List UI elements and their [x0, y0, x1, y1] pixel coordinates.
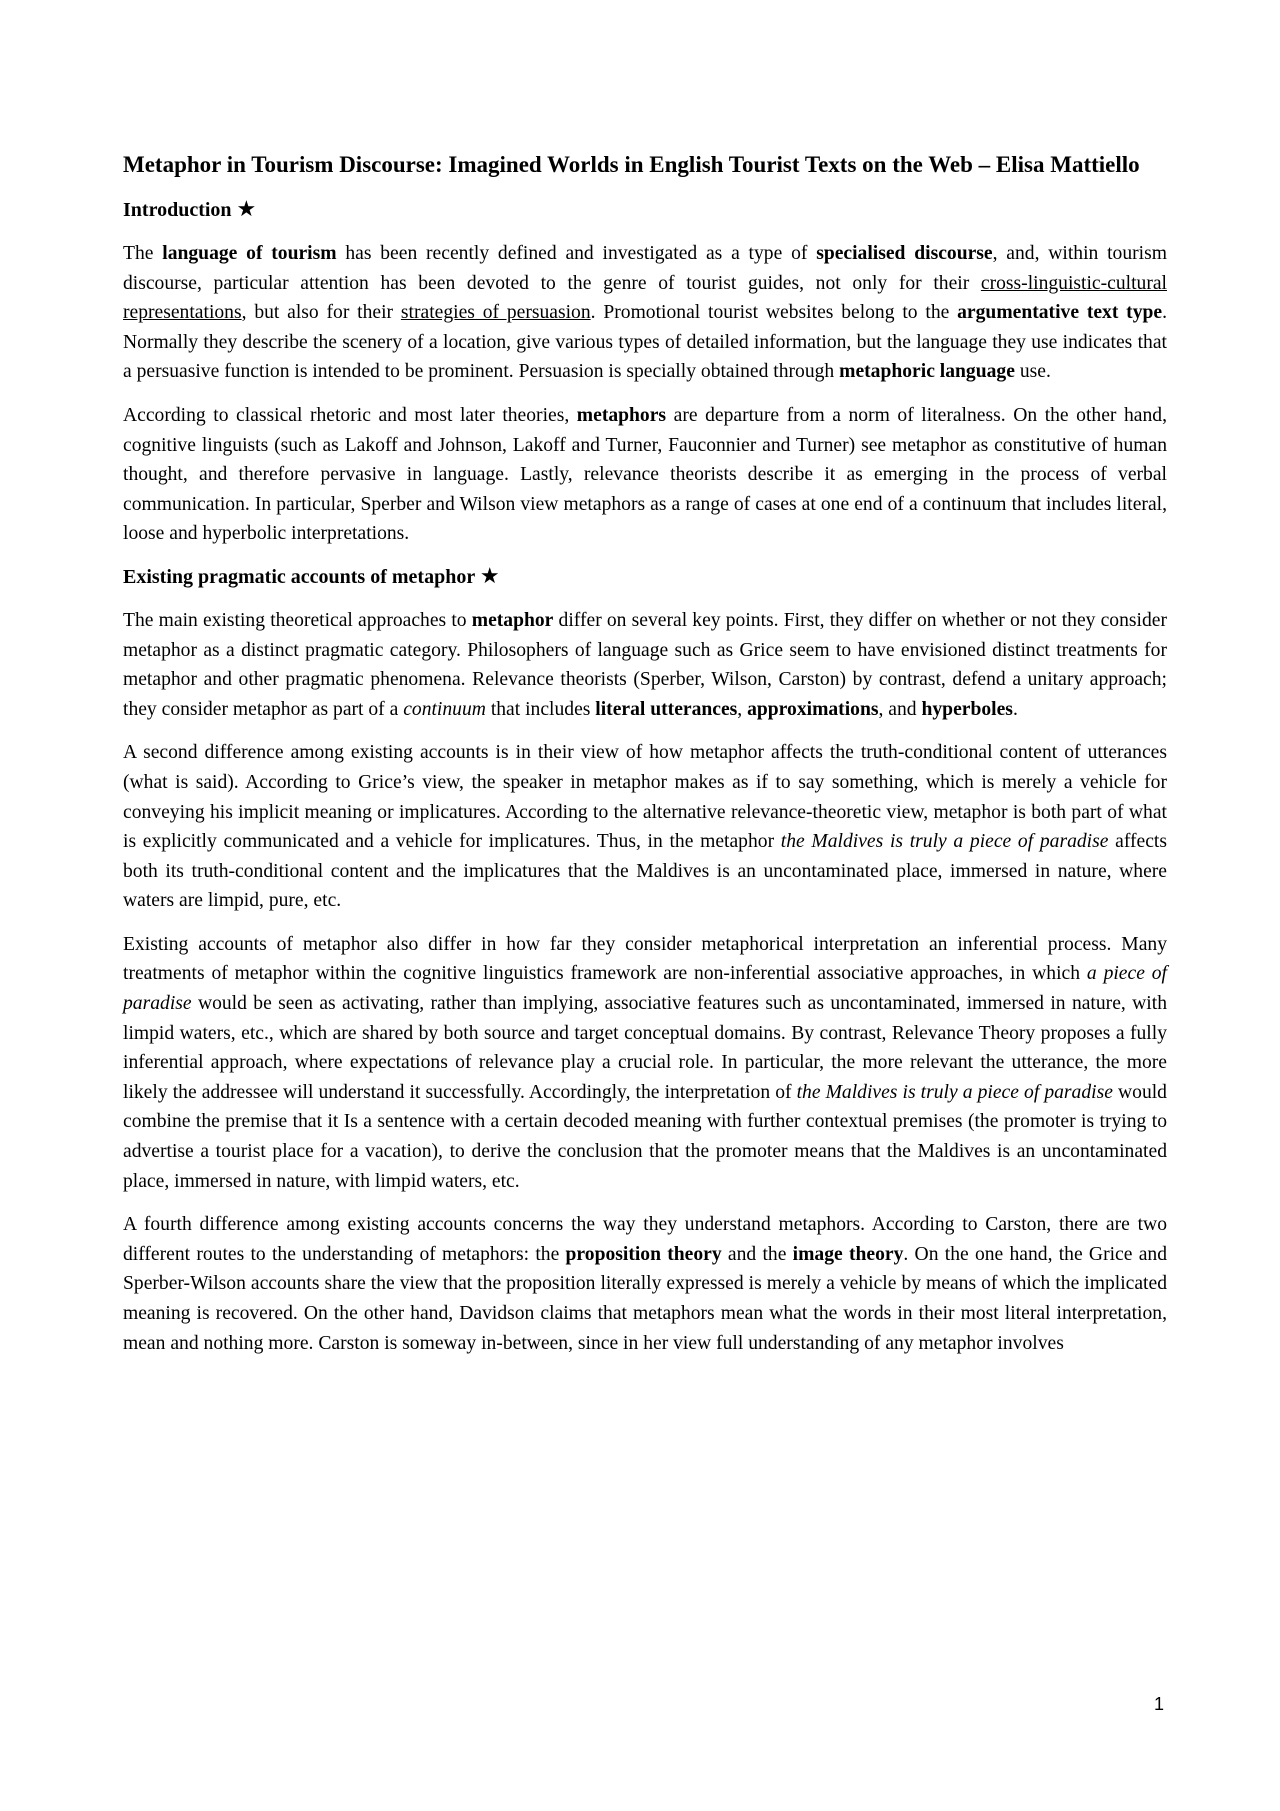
text-run: Existing accounts of metaphor also differ in how far they consider metaphorical interpretation an inferential process. Many treatments of metaphor within the cognitive linguistics framework are non-inferential associative approaches, in which: [123, 933, 1167, 985]
bold-term: specialised discourse: [816, 243, 993, 264]
document-title: Metaphor in Tourism Discourse: Imagined Worlds in English Tourist Texts on the Web – Elisa Mattiello: [123, 152, 1140, 177]
bold-term: proposition theory: [565, 1243, 722, 1265]
underlined-phrase: strategies of persuasion: [400, 302, 591, 324]
text-run: are departure from a norm of literalness. On the other hand, cognitive linguists (such as Lakoff and Johnson, Lakoff and Turner, Fauconnier and Turner) see metaphor as constitutive of human thought, and therefore pervasive in language. Lastly, relevance theorists describe it as emerging in the process of verbal communication. In particular, Sperber and Wilson view metaphors as a range of cases at one end of a continuum that includes literal, loose and hyperbolic interpretations.: [123, 404, 1167, 545]
text-run: use.: [1014, 361, 1051, 383]
text-run: A fourth difference among existing accounts concerns the way they understand metaphors. According to Carston, there are two different routes to the understanding of metaphors: the: [123, 1214, 1167, 1265]
text-run: , but also for their: [241, 302, 401, 324]
text-run: ,: [737, 698, 748, 720]
page-number: 1: [1153, 1694, 1164, 1714]
star-icon: ★: [236, 196, 257, 221]
bold-term: argumentative text type: [957, 302, 1163, 324]
text-run: The main existing theoretical approaches to: [123, 609, 472, 631]
italic-phrase: a piece of paradise: [123, 963, 1168, 1015]
text-run: . Promotional tourist websites belong to the: [590, 302, 958, 324]
text-run: . Normally they describe the scenery of a location, give various types of detailed information, but the language they use indicates that a persuasive function is intended to be prominent. Persuasion is specially obtained through: [123, 302, 1167, 383]
underlined-phrase: cross-linguistic-cultural representations: [123, 272, 1167, 324]
document-body: [123, 150, 1167, 1372]
text-run: A second difference among existing accounts is in their view of how metaphor affects the truth-conditional content of utterances (what is said). According to Grice’s view, the speaker in metaphor makes as if to say something, which is merely a vehicle for conveying his implicit meaning or implicatures. According to the alternative relevance-theoretic view, metaphor is both part of what is explicitly communicated and a vehicle for implicatures. Thus, in the metaphor: [123, 742, 1167, 853]
text-run: , and, within tourism discourse, particular attention has been devoted to the genre of tourist guides, not only for their: [123, 243, 1167, 294]
section-heading-text: Introduction: [123, 199, 232, 221]
body-paragraph: [123, 401, 1167, 549]
italic-phrase: the Maldives is truly a piece of paradise: [780, 831, 1109, 853]
italic-phrase: the Maldives is truly a piece of paradise: [796, 1081, 1113, 1103]
text-run: differ on several key points. First, they differ on whether or not they consider metaphor as a distinct pragmatic category. Philosophers of language such as Grice seem to have envisioned distinct treatments for metaphor and other pragmatic phenomena. Relevance theorists (Sperber, Wilson, Carston) by contrast, defend a unitary approach; they consider metaphor as part of a: [123, 609, 1167, 720]
star-icon: ★: [479, 562, 500, 588]
bold-term: image theory: [792, 1243, 904, 1265]
bold-term: metaphor: [471, 609, 554, 631]
text-run: would combine the premise that it Is a sentence with a certain decoded meaning with further contextual premises (the promoter is trying to advertise a tourist place for a vacation), to derive the conclusion that the promoter means that the Maldives is an uncontaminated place, immersed in nature, with limpid waters, etc.: [123, 1081, 1167, 1192]
bold-term: hyperboles: [921, 698, 1013, 720]
italic-phrase: continuum: [403, 698, 486, 720]
sections-container: [123, 196, 1167, 1358]
text-run: . On the one hand, the Grice and Sperber-Wilson accounts share the view that the proposition literally expressed is merely a vehicle by means of which the implicated meaning is recovered. On the other hand, Davidson claims that metaphors mean what the words in their most literal interpretation, mean and nothing more. Carston is someway in-between, since in her view full understanding of any metaphor involves: [123, 1243, 1167, 1354]
text-run: has been recently defined and investigated as a type of: [336, 243, 817, 264]
bold-term: metaphoric language: [839, 361, 1015, 383]
section-heading-text: Existing pragmatic accounts of metaphor: [123, 565, 475, 588]
body-paragraph: [123, 1210, 1167, 1358]
text-run: The: [123, 243, 163, 264]
text-run: and the: [721, 1243, 793, 1265]
text-run: , and: [878, 698, 922, 720]
bold-term: metaphors: [576, 404, 667, 426]
body-paragraph: [123, 738, 1167, 916]
text-run: affects both its truth-conditional content and the implicatures that the Maldives is an uncontaminated place, immersed in nature, where waters are limpid, pure, etc.: [123, 831, 1167, 912]
text-run: According to classical rhetoric and most later theories,: [123, 404, 577, 426]
body-paragraph: [123, 239, 1167, 387]
bold-term: language of tourism: [162, 243, 337, 264]
text-run: that includes: [485, 698, 596, 720]
section-heading: [123, 196, 1167, 223]
bold-term: literal utterances: [595, 698, 738, 720]
bold-term: approximations: [747, 698, 879, 720]
section-heading: [123, 563, 1167, 590]
text-run: would be seen as activating, rather than implying, associative features such as uncontaminated, immersed in nature, with limpid waters, etc., which are shared by both source and target conceptual domains. By contrast, Relevance Theory proposes a fully inferential approach, where expectations of relevance play a crucial role. In particular, the more relevant the utterance, the more likely the addressee will understand it successfully. Accordingly, the interpretation of: [123, 993, 1167, 1103]
body-paragraph: [123, 606, 1167, 724]
text-run: .: [1012, 698, 1018, 720]
body-paragraph: [123, 930, 1167, 1196]
